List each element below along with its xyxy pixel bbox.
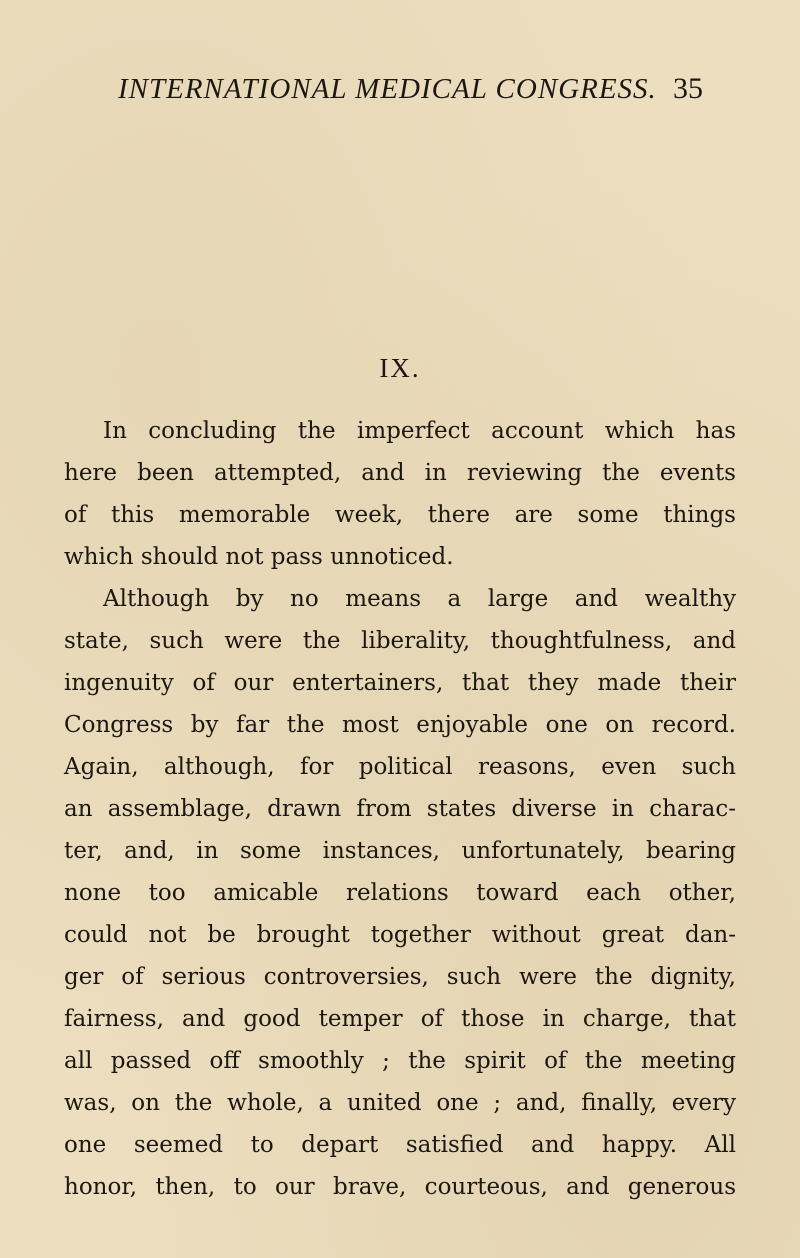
- section-heading: IX.: [379, 353, 421, 383]
- text-line: Congress by far the most enjoyable one on record.: [64, 712, 736, 738]
- text-line: ter, and, in some instances, unfortunately, bearing: [64, 838, 736, 864]
- running-title: INTERNATIONAL MEDICAL CONGRESS.: [118, 73, 657, 105]
- text-line: one seemed to depart satisfied and happy. All: [64, 1132, 736, 1158]
- text-line: an assemblage, drawn from states diverse in charac-: [64, 796, 736, 822]
- text-line: was, on the whole, a united one ; and, finally, every: [64, 1090, 736, 1116]
- text-line: Again, although, for political reasons, even such: [64, 754, 736, 780]
- body-text: [64, 410, 736, 1208]
- text-line: could not be brought together without great dan-: [64, 922, 736, 948]
- text-line: which should not pass unnoticed.: [64, 544, 454, 570]
- text-line: honor, then, to our brave, courteous, and generous: [64, 1174, 736, 1200]
- text-line: ingenuity of our entertainers, that they made their: [64, 670, 736, 696]
- text-line: all passed off smoothly ; the spirit of the meeting: [64, 1048, 736, 1074]
- text-line: none too amicable relations toward each other,: [64, 880, 736, 906]
- running-header: [118, 72, 703, 106]
- text-line: state, such were the liberality, thoughtfulness, and: [64, 628, 736, 654]
- text-line: ger of serious controversies, such were the dignity,: [64, 964, 736, 990]
- text-line: fairness, and good temper of those in charge, that: [64, 1006, 736, 1032]
- text-line: In concluding the imperfect account which has: [103, 418, 736, 444]
- text-line: of this memorable week, there are some things: [64, 502, 736, 528]
- page-number: 35: [673, 72, 703, 105]
- text-line: Although by no means a large and wealthy: [103, 586, 736, 612]
- text-line: here been attempted, and in reviewing the events: [64, 460, 736, 486]
